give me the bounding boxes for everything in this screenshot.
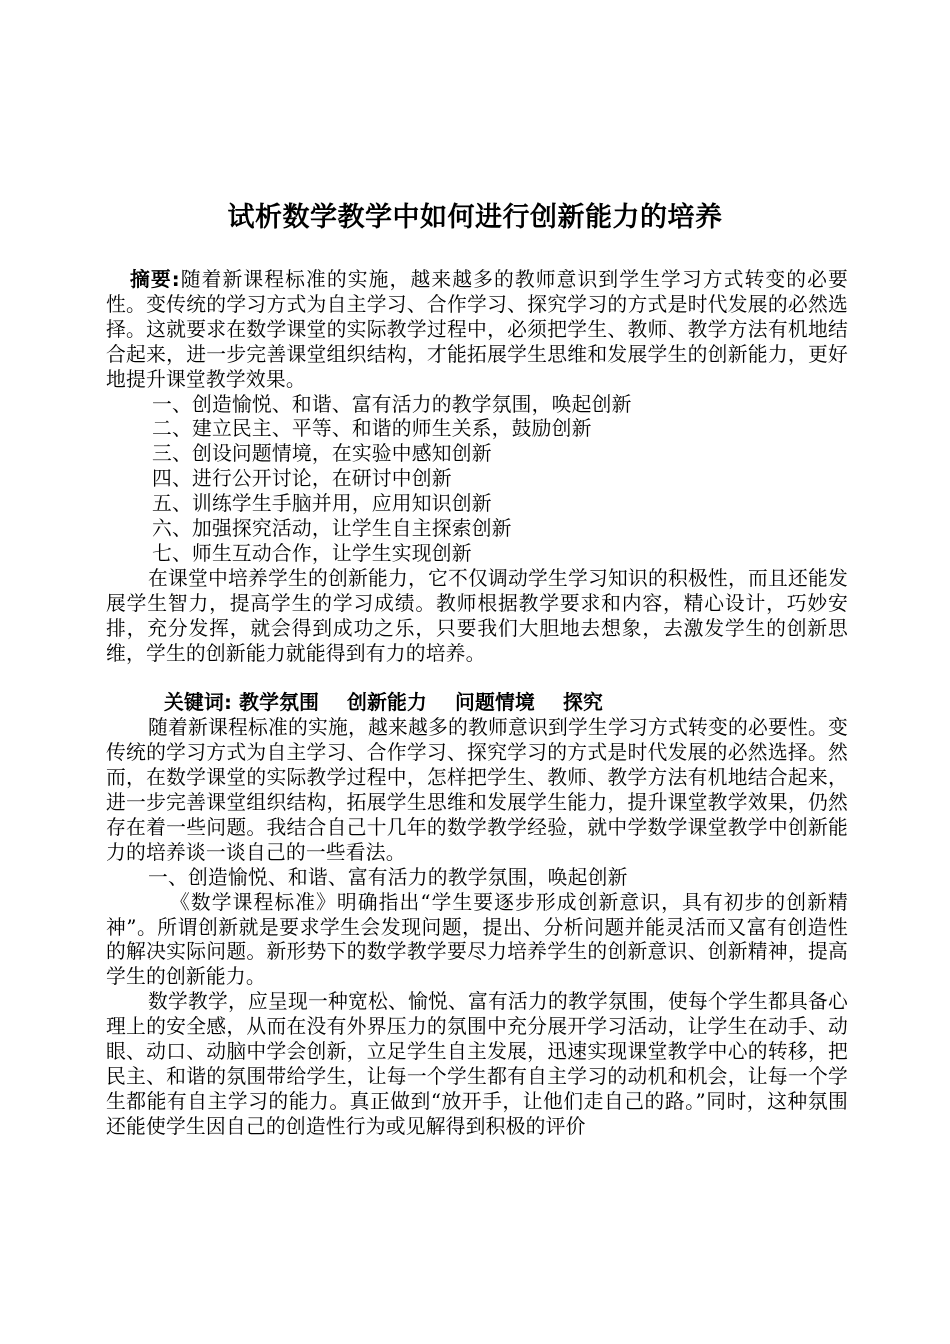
outline-item: 二、建立民主、平等、和谐的师生关系，鼓励创新 [152,417,592,441]
keyword-item: 探究 [562,691,603,715]
document-title: 试析数学教学中如何进行创新能力的培养 [227,202,723,233]
keyword-item: 问题情境 [455,691,535,715]
outline-item: 一、创造愉悦、和谐、富有活力的教学氛围，唤起创新 [152,392,632,416]
abstract-conclusion: 在课堂中培养学生的创新能力，它不仅调动学生学习知识的积极性，而且还能发展学生智力，提高学生的学习成绩。教师根据教学要求和内容，精心设计，巧妙安排，充分发挥，就会得到成功之乐，只要我们大胆地去想象，去激发学生的创新思维，学生的创新能力就能得到有力的培养。 [106,566,848,665]
spacer [106,667,848,692]
outline-item: 七、师生互动合作，让学生实现创新 [152,541,472,565]
outline-item: 六、加强探究活动，让学生自主探索创新 [152,517,512,541]
keyword-item: 教学氛围 [239,691,320,715]
abstract-paragraph [106,268,848,393]
abstract-outline [106,393,848,567]
document-body [106,268,848,1140]
abstract-label: 摘要: [130,268,180,291]
outline-item: 五、训练学生手脑并用，应用知识创新 [152,492,492,516]
section-paragraph: 数学教学，应呈现一种宽松、愉悦、富有活力的教学氛围，使每个学生都具备心理上的安全感，从而在没有外界压力的氛围中充分展开学习活动，让学生在动手、动眼、动口、动脑中学会创新，立足学生自主发展，迅速实现课堂教学中心的转移，把民主、和谐的氛围带给学生，让每一个学生都有自主学习的动机和机会，让每一个学生都能有自主学习的能力。真正做到“放开手，让他们走自己的路。”同时，这种氛围还能使学生因自己的创造性行为或见解得到积极的评价 [106,990,848,1138]
abstract-text: 随着新课程标准的实施，越来越多的教师意识到学生学习方式转变的必要性。变传统的学习方式为自主学习、合作学习、探究学习的方式是时代发展的必然选择。这就要求在数学课堂的实际教学过程中，必须把学生、教师、教学方法有机地结合起来，进一步完善课堂组织结构，才能拓展学生思维和发展学生的创新能力，更好地提升课堂教学效果。 [106,268,848,391]
section-heading: 一、创造愉悦、和谐、富有活力的教学氛围，唤起创新 [148,865,628,889]
keyword-item: 创新能力 [347,691,428,715]
outline-item: 四、进行公开讨论，在研讨中创新 [152,467,452,491]
section-paragraph: 《数学课程标准》明确指出“学生要逐步形成创新意识，具有初步的创新精神”。所谓创新就是要求学生会发现问题，提出、分析问题并能灵活而又富有创造性的解决实际问题。新形势下的数学教学要尽力培养学生的创新意识、创新精神，提高学生的创新能力。 [106,890,848,989]
keywords-line [106,691,848,716]
outline-item: 三、创设问题情境，在实验中感知创新 [152,442,492,466]
intro-paragraph: 随着新课程标准的实施，越来越多的教师意识到学生学习方式转变的必要性。变传统的学习方式为自主学习、合作学习、探究学习的方式是时代发展的必然选择。然而，在数学课堂的实际教学过程中，怎样把学生、教师、教学方法有机地结合起来，进一步完善课堂组织结构，拓展学生思维和发展学生能力，提升课堂教学效果，仍然存在着一些问题。我结合自己十几年的数学教学经验，就中学数学课堂教学中创新能力的培养谈一谈自己的一些看法。 [106,716,848,864]
keywords-label: 关键词: [164,691,233,715]
